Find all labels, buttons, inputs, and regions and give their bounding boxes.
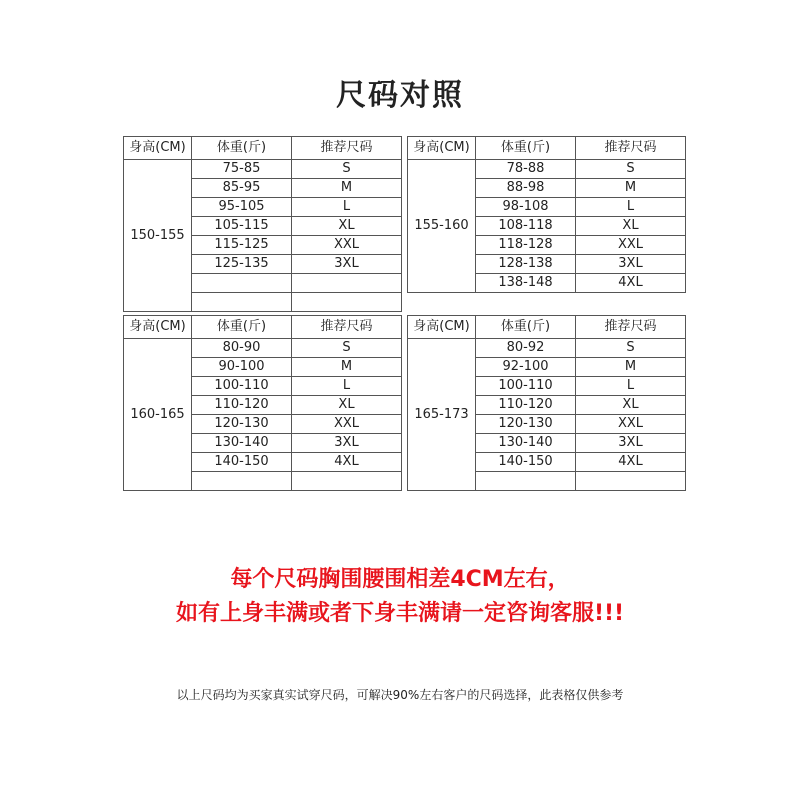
table-row <box>408 160 686 179</box>
footer-disclaimer: 以上尺码均为买家真实试穿尺码，可解决90%左右客户的尺码选择，此表格仅供参考 <box>176 688 624 702</box>
weight-cell: 130-140 <box>476 434 576 453</box>
height-range-cell: 160-165 <box>124 339 192 491</box>
weight-cell: 115-125 <box>192 236 292 255</box>
height-range-cell: 165-173 <box>408 339 476 491</box>
weight-cell: 95-105 <box>192 198 292 217</box>
weight-cell: 140-150 <box>192 453 292 472</box>
header-height: 身高(CM) <box>124 316 192 339</box>
weight-cell: 140-150 <box>476 453 576 472</box>
weight-cell: 88-98 <box>476 179 576 198</box>
weight-cell: 90-100 <box>192 358 292 377</box>
size-table-155-160 <box>407 136 686 293</box>
table-row <box>124 160 402 179</box>
size-cell: XL <box>292 396 402 415</box>
weight-cell: 100-110 <box>192 377 292 396</box>
size-cell: M <box>576 179 686 198</box>
size-cell: S <box>576 339 686 358</box>
size-cell: L <box>576 377 686 396</box>
notice-line-2: 如有上身丰满或者下身丰满请一定咨询客服!!! <box>175 601 625 626</box>
header-size: 推荐尺码 <box>576 137 686 160</box>
size-cell: L <box>292 198 402 217</box>
weight-cell: 130-140 <box>192 434 292 453</box>
size-cell: S <box>576 160 686 179</box>
table-header-row <box>408 316 686 339</box>
size-cell: M <box>292 179 402 198</box>
weight-cell: 98-108 <box>476 198 576 217</box>
weight-cell: 80-92 <box>476 339 576 358</box>
size-cell: L <box>576 198 686 217</box>
table-header-row <box>124 316 402 339</box>
size-cell: 3XL <box>576 434 686 453</box>
weight-cell: 120-130 <box>192 415 292 434</box>
weight-cell: 108-118 <box>476 217 576 236</box>
weight-cell: 92-100 <box>476 358 576 377</box>
size-cell: 4XL <box>576 453 686 472</box>
header-weight: 体重(斤) <box>192 137 292 160</box>
size-cell: 3XL <box>292 255 402 274</box>
weight-cell: 138-148 <box>476 274 576 293</box>
size-cell <box>576 472 686 491</box>
header-size: 推荐尺码 <box>292 137 402 160</box>
table-row <box>124 339 402 358</box>
size-cell: M <box>576 358 686 377</box>
size-cell: XXL <box>292 236 402 255</box>
header-weight: 体重(斤) <box>476 316 576 339</box>
header-size: 推荐尺码 <box>292 316 402 339</box>
size-cell: L <box>292 377 402 396</box>
weight-cell: 75-85 <box>192 160 292 179</box>
weight-cell: 110-120 <box>476 396 576 415</box>
size-cell: 3XL <box>292 434 402 453</box>
weight-cell <box>192 293 292 312</box>
weight-cell <box>476 472 576 491</box>
page-title: 尺码对照 <box>336 78 464 113</box>
size-table-160-165 <box>123 315 402 491</box>
weight-cell: 80-90 <box>192 339 292 358</box>
weight-cell: 105-115 <box>192 217 292 236</box>
table-header-row <box>124 137 402 160</box>
height-range-cell: 155-160 <box>408 160 476 293</box>
header-height: 身高(CM) <box>408 137 476 160</box>
weight-cell: 85-95 <box>192 179 292 198</box>
size-cell: S <box>292 339 402 358</box>
size-cell <box>292 274 402 293</box>
header-weight: 体重(斤) <box>476 137 576 160</box>
size-table-150-155 <box>123 136 402 312</box>
size-cell: M <box>292 358 402 377</box>
header-height: 身高(CM) <box>408 316 476 339</box>
size-cell: 4XL <box>576 274 686 293</box>
table-header-row <box>408 137 686 160</box>
weight-cell <box>192 274 292 293</box>
weight-cell: 128-138 <box>476 255 576 274</box>
weight-cell: 78-88 <box>476 160 576 179</box>
size-cell: XL <box>576 217 686 236</box>
table-row <box>408 339 686 358</box>
size-cell: 3XL <box>576 255 686 274</box>
header-height: 身高(CM) <box>124 137 192 160</box>
weight-cell: 118-128 <box>476 236 576 255</box>
weight-cell: 120-130 <box>476 415 576 434</box>
notice-line-1: 每个尺码胸围腰围相差4CM左右， <box>230 567 570 592</box>
size-table-165-173 <box>407 315 686 491</box>
weight-cell: 110-120 <box>192 396 292 415</box>
size-cell: 4XL <box>292 453 402 472</box>
size-cell <box>292 293 402 312</box>
header-size: 推荐尺码 <box>576 316 686 339</box>
weight-cell: 100-110 <box>476 377 576 396</box>
weight-cell: 125-135 <box>192 255 292 274</box>
size-cell: XXL <box>576 415 686 434</box>
header-weight: 体重(斤) <box>192 316 292 339</box>
size-cell: S <box>292 160 402 179</box>
height-range-cell: 150-155 <box>124 160 192 312</box>
size-cell: XL <box>576 396 686 415</box>
weight-cell <box>192 472 292 491</box>
size-cell: XXL <box>292 415 402 434</box>
size-cell: XXL <box>576 236 686 255</box>
size-cell: XL <box>292 217 402 236</box>
size-cell <box>292 472 402 491</box>
